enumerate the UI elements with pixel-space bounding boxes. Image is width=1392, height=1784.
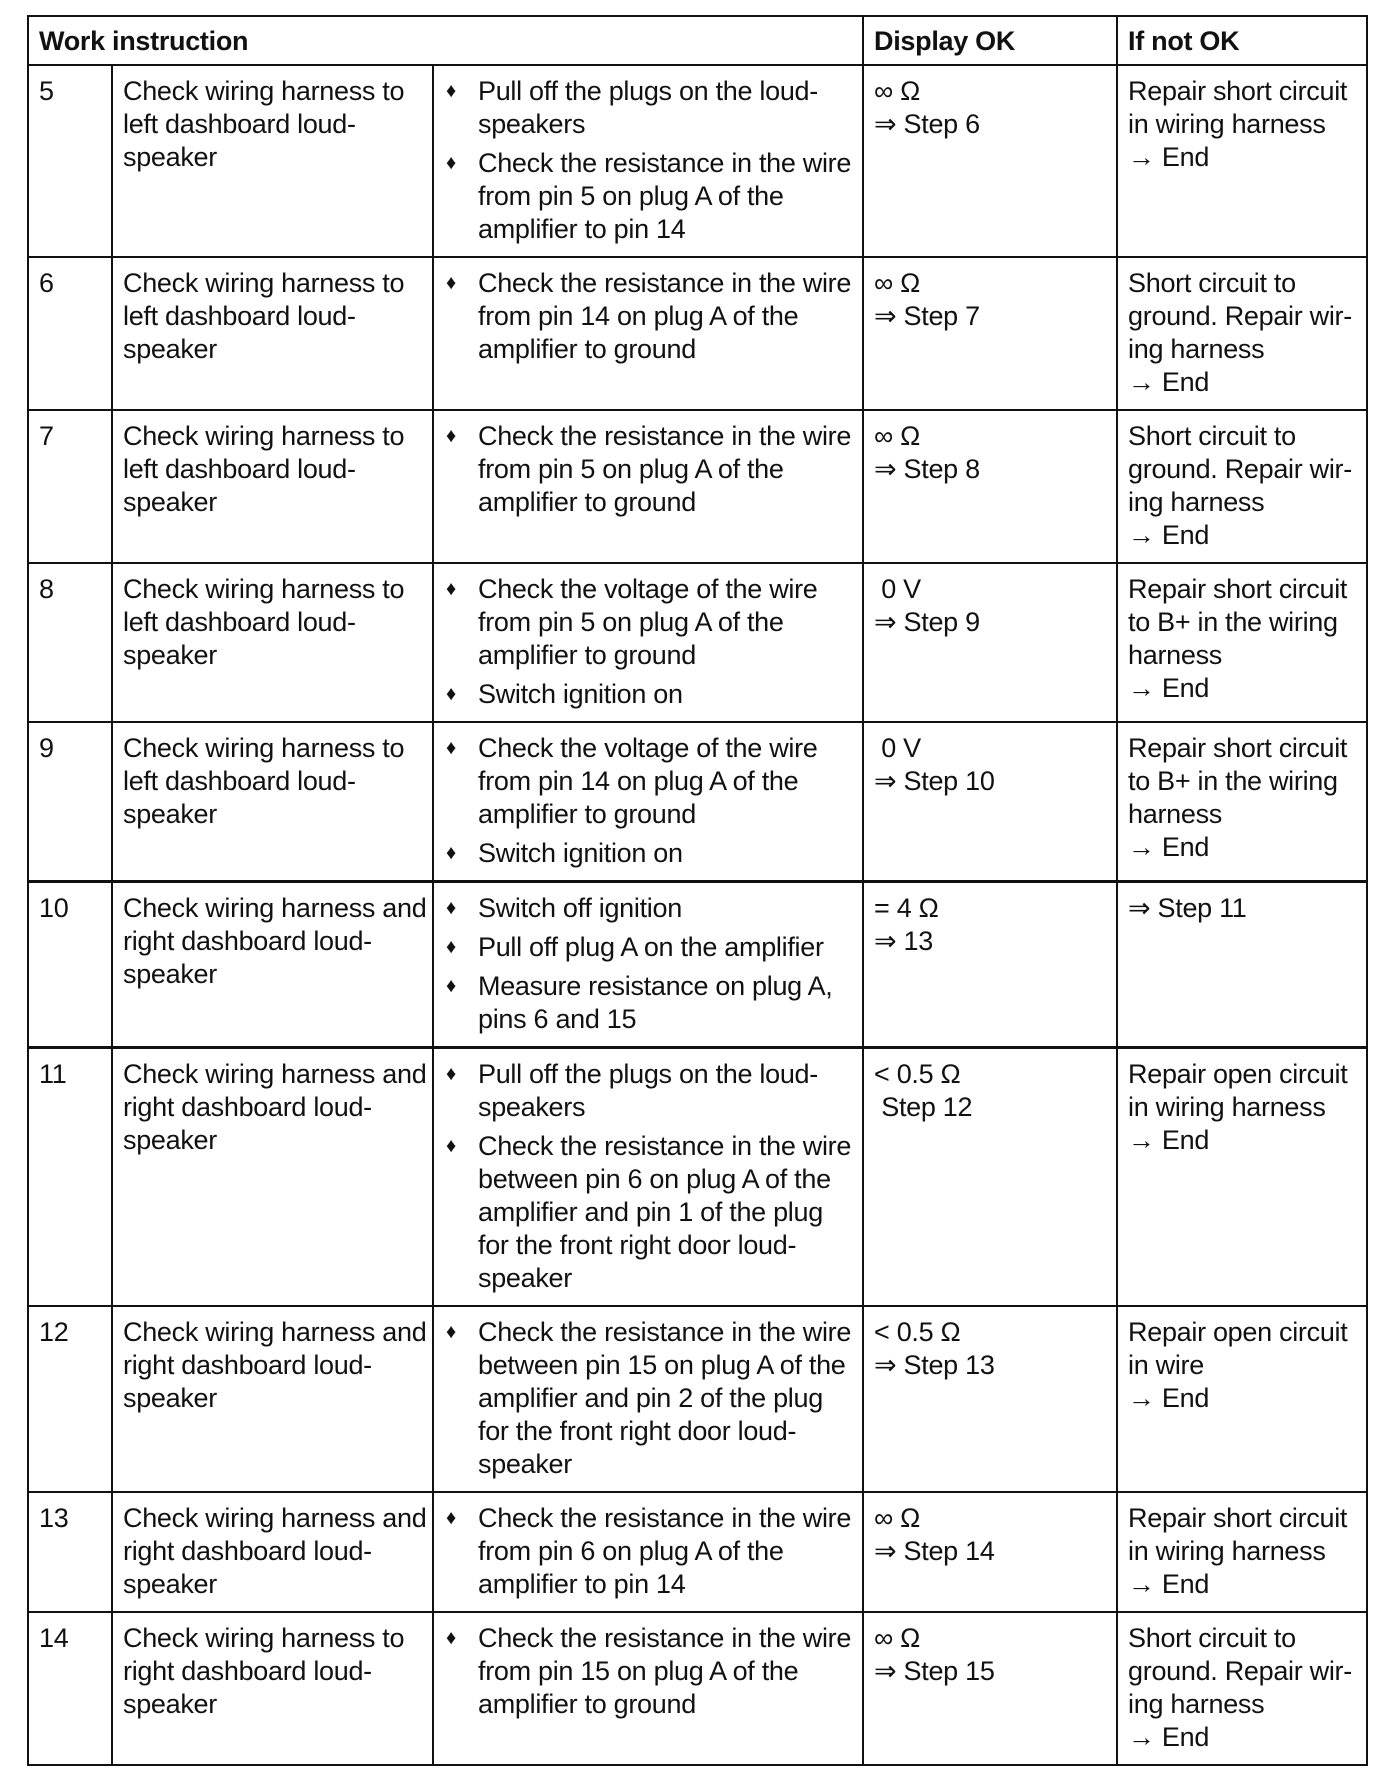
action-list bbox=[444, 1502, 852, 1601]
display-ok-cell bbox=[863, 563, 1117, 722]
action-list bbox=[444, 267, 852, 366]
step-title-line: left dashboard loud- bbox=[123, 109, 356, 139]
step-title-line: left dashboard loud- bbox=[123, 454, 356, 484]
step-actions bbox=[433, 257, 863, 410]
table-body bbox=[28, 65, 1367, 1765]
if-not-ok-line: Short circuit to bbox=[1128, 1623, 1296, 1653]
action-list bbox=[444, 732, 852, 870]
step-title-line: speaker bbox=[123, 640, 217, 670]
step-number: 14 bbox=[28, 1612, 112, 1765]
if-not-ok-line: → End bbox=[1128, 673, 1210, 703]
header-if-not-ok: If not OK bbox=[1117, 16, 1367, 65]
action-text-line: from pin 6 on plug A of the bbox=[478, 1536, 784, 1566]
if-not-ok-line: ⇒ Step 11 bbox=[1128, 893, 1247, 923]
step-title bbox=[112, 882, 433, 1048]
if-not-ok-line: Repair short circuit bbox=[1128, 76, 1348, 106]
step-title bbox=[112, 410, 433, 563]
action-text-line: Switch ignition on bbox=[478, 679, 683, 709]
action-text-line: for the front right door loud- bbox=[478, 1416, 797, 1446]
if-not-ok-line: ing harness bbox=[1128, 1689, 1265, 1719]
step-title bbox=[112, 1612, 433, 1765]
display-ok-cell bbox=[863, 257, 1117, 410]
step-actions bbox=[433, 722, 863, 882]
step-title-line: right dashboard loud- bbox=[123, 1350, 372, 1380]
step-actions bbox=[433, 1048, 863, 1307]
diamond-bullet-icon: ♦ bbox=[446, 1321, 456, 1343]
if-not-ok-line: → End bbox=[1128, 832, 1210, 862]
if-not-ok-line: → End bbox=[1128, 142, 1210, 172]
work-instruction-document bbox=[27, 15, 1366, 1766]
step-title-line: speaker bbox=[123, 1689, 217, 1719]
display-ok-cell bbox=[863, 1306, 1117, 1492]
diamond-bullet-icon: ♦ bbox=[446, 1507, 456, 1529]
if-not-ok-cell bbox=[1117, 882, 1367, 1048]
diamond-bullet-icon: ♦ bbox=[446, 975, 456, 997]
step-number: 13 bbox=[28, 1492, 112, 1612]
table-row bbox=[28, 1612, 1367, 1765]
action-text-line: between pin 6 on plug A of the bbox=[478, 1164, 831, 1194]
if-not-ok-line: ing harness bbox=[1128, 487, 1265, 517]
diamond-bullet-icon: ♦ bbox=[446, 272, 456, 294]
step-actions bbox=[433, 882, 863, 1048]
diamond-bullet-icon: ♦ bbox=[446, 425, 456, 447]
table-row bbox=[28, 257, 1367, 410]
if-not-ok-cell bbox=[1117, 722, 1367, 882]
if-not-ok-line: ground. Repair wir- bbox=[1128, 1656, 1352, 1686]
action-text-line: amplifier to pin 14 bbox=[478, 1569, 686, 1599]
action-text-line: amplifier to ground bbox=[478, 1689, 696, 1719]
step-number: 11 bbox=[28, 1048, 112, 1307]
table-row bbox=[28, 410, 1367, 563]
display-ok-line: ⇒ Step 10 bbox=[874, 766, 995, 796]
step-actions bbox=[433, 65, 863, 257]
step-number: 7 bbox=[28, 410, 112, 563]
action-item bbox=[444, 892, 852, 925]
action-text-line: pins 6 and 15 bbox=[478, 1004, 637, 1034]
step-title bbox=[112, 65, 433, 257]
display-ok-line: ⇒ 13 bbox=[874, 926, 933, 956]
action-text-line: from pin 14 on plug A of the bbox=[478, 766, 799, 796]
diamond-bullet-icon: ♦ bbox=[446, 683, 456, 705]
action-item bbox=[444, 267, 852, 366]
if-not-ok-line: Repair short circuit bbox=[1128, 574, 1348, 604]
diamond-bullet-icon: ♦ bbox=[446, 578, 456, 600]
if-not-ok-line: ground. Repair wir- bbox=[1128, 301, 1352, 331]
if-not-ok-cell bbox=[1117, 1306, 1367, 1492]
table-row bbox=[28, 1048, 1367, 1307]
step-title bbox=[112, 1492, 433, 1612]
action-item bbox=[444, 420, 852, 519]
diamond-bullet-icon: ♦ bbox=[446, 152, 456, 174]
diamond-bullet-icon: ♦ bbox=[446, 842, 456, 864]
action-text-line: Check the resistance in the wire bbox=[478, 268, 852, 298]
if-not-ok-cell bbox=[1117, 1492, 1367, 1612]
step-title-line: speaker bbox=[123, 1383, 217, 1413]
action-text-line: amplifier and pin 1 of the plug bbox=[478, 1197, 823, 1227]
action-item bbox=[444, 931, 852, 964]
action-text-line: speaker bbox=[478, 1263, 572, 1293]
step-title-line: speaker bbox=[123, 959, 217, 989]
if-not-ok-line: harness bbox=[1128, 640, 1222, 670]
step-number: 5 bbox=[28, 65, 112, 257]
header-work-instruction: Work instruction bbox=[28, 16, 863, 65]
step-title-line: Check wiring harness and bbox=[123, 1503, 427, 1533]
step-title bbox=[112, 1306, 433, 1492]
if-not-ok-line: → End bbox=[1128, 520, 1210, 550]
step-title-line: speaker bbox=[123, 1125, 217, 1155]
if-not-ok-line: harness bbox=[1128, 799, 1222, 829]
step-title-line: Check wiring harness and bbox=[123, 1059, 427, 1089]
if-not-ok-line: ground. Repair wir- bbox=[1128, 454, 1352, 484]
if-not-ok-line: → End bbox=[1128, 1125, 1210, 1155]
action-list bbox=[444, 420, 852, 519]
step-title-line: speaker bbox=[123, 1569, 217, 1599]
action-text-line: amplifier to pin 14 bbox=[478, 214, 686, 244]
if-not-ok-cell bbox=[1117, 1612, 1367, 1765]
if-not-ok-line: to B+ in the wiring bbox=[1128, 766, 1338, 796]
action-list bbox=[444, 1316, 852, 1481]
action-item bbox=[444, 147, 852, 246]
step-title-line: Check wiring harness and bbox=[123, 1317, 427, 1347]
action-text-line: Switch ignition on bbox=[478, 838, 683, 868]
action-list bbox=[444, 1622, 852, 1721]
display-ok-cell bbox=[863, 1612, 1117, 1765]
action-text-line: speaker bbox=[478, 1449, 572, 1479]
step-number: 6 bbox=[28, 257, 112, 410]
action-item bbox=[444, 732, 852, 831]
if-not-ok-line: in wire bbox=[1128, 1350, 1204, 1380]
step-number: 9 bbox=[28, 722, 112, 882]
display-ok-line: ∞ Ω bbox=[874, 1503, 921, 1533]
action-text-line: Pull off the plugs on the loud- bbox=[478, 1059, 818, 1089]
step-actions bbox=[433, 563, 863, 722]
if-not-ok-line: Short circuit to bbox=[1128, 421, 1296, 451]
display-ok-line: = 4 Ω bbox=[874, 893, 939, 923]
action-text-line: for the front right door loud- bbox=[478, 1230, 797, 1260]
if-not-ok-cell bbox=[1117, 65, 1367, 257]
if-not-ok-line: Repair short circuit bbox=[1128, 1503, 1348, 1533]
diamond-bullet-icon: ♦ bbox=[446, 897, 456, 919]
action-text-line: from pin 5 on plug A of the bbox=[478, 181, 784, 211]
diamond-bullet-icon: ♦ bbox=[446, 1627, 456, 1649]
if-not-ok-line: in wiring harness bbox=[1128, 1092, 1326, 1122]
work-instruction-table bbox=[27, 15, 1368, 1766]
display-ok-cell bbox=[863, 65, 1117, 257]
step-number: 10 bbox=[28, 882, 112, 1048]
step-number: 8 bbox=[28, 563, 112, 722]
action-list bbox=[444, 75, 852, 246]
action-item bbox=[444, 1316, 852, 1481]
action-text-line: from pin 14 on plug A of the bbox=[478, 301, 799, 331]
action-list bbox=[444, 892, 852, 1036]
step-title-line: Check wiring harness to bbox=[123, 268, 405, 298]
action-text-line: between pin 15 on plug A of the bbox=[478, 1350, 846, 1380]
action-item bbox=[444, 970, 852, 1036]
step-title-line: Check wiring harness and bbox=[123, 893, 427, 923]
action-item bbox=[444, 573, 852, 672]
step-title-line: right dashboard loud- bbox=[123, 1656, 372, 1686]
action-text-line: Measure resistance on plug A, bbox=[478, 971, 833, 1001]
step-title-line: Check wiring harness to bbox=[123, 574, 405, 604]
action-text-line: Check the voltage of the wire bbox=[478, 574, 818, 604]
action-text-line: from pin 5 on plug A of the bbox=[478, 607, 784, 637]
if-not-ok-line: Repair short circuit bbox=[1128, 733, 1348, 763]
step-title-line: speaker bbox=[123, 334, 217, 364]
action-item bbox=[444, 1058, 852, 1124]
display-ok-line: ∞ Ω bbox=[874, 421, 921, 451]
display-ok-line: < 0.5 Ω bbox=[874, 1059, 961, 1089]
display-ok-line: Step 12 bbox=[874, 1092, 973, 1122]
step-title-line: Check wiring harness to bbox=[123, 1623, 405, 1653]
action-list bbox=[444, 1058, 852, 1295]
display-ok-line: ⇒ Step 14 bbox=[874, 1536, 995, 1566]
step-title bbox=[112, 257, 433, 410]
if-not-ok-line: → End bbox=[1128, 1569, 1210, 1599]
step-title bbox=[112, 1048, 433, 1307]
action-text-line: amplifier to ground bbox=[478, 334, 696, 364]
diamond-bullet-icon: ♦ bbox=[446, 80, 456, 102]
if-not-ok-cell bbox=[1117, 1048, 1367, 1307]
action-text-line: Check the voltage of the wire bbox=[478, 733, 818, 763]
step-actions bbox=[433, 1612, 863, 1765]
step-title bbox=[112, 722, 433, 882]
action-text-line: amplifier to ground bbox=[478, 640, 696, 670]
display-ok-cell bbox=[863, 882, 1117, 1048]
action-text-line: Check the resistance in the wire bbox=[478, 1317, 852, 1347]
display-ok-cell bbox=[863, 1492, 1117, 1612]
step-title-line: speaker bbox=[123, 799, 217, 829]
step-title-line: speaker bbox=[123, 487, 217, 517]
action-text-line: Check the resistance in the wire bbox=[478, 1623, 852, 1653]
step-number: 12 bbox=[28, 1306, 112, 1492]
action-text-line: Check the resistance in the wire bbox=[478, 1503, 852, 1533]
action-text-line: Check the resistance in the wire bbox=[478, 1131, 852, 1161]
action-text-line: speakers bbox=[478, 1092, 586, 1122]
display-ok-line: ∞ Ω bbox=[874, 1623, 921, 1653]
if-not-ok-line: in wiring harness bbox=[1128, 1536, 1326, 1566]
display-ok-line: ∞ Ω bbox=[874, 76, 921, 106]
diamond-bullet-icon: ♦ bbox=[446, 1063, 456, 1085]
step-title-line: right dashboard loud- bbox=[123, 1536, 372, 1566]
step-title-line: speaker bbox=[123, 142, 217, 172]
if-not-ok-line: in wiring harness bbox=[1128, 109, 1326, 139]
action-item bbox=[444, 678, 852, 711]
step-title-line: Check wiring harness to bbox=[123, 421, 405, 451]
step-title-line: right dashboard loud- bbox=[123, 926, 372, 956]
if-not-ok-cell bbox=[1117, 257, 1367, 410]
action-text-line: Check the resistance in the wire bbox=[478, 148, 852, 178]
action-text-line: from pin 15 on plug A of the bbox=[478, 1656, 799, 1686]
display-ok-cell bbox=[863, 722, 1117, 882]
display-ok-line: 0 V bbox=[874, 574, 921, 604]
if-not-ok-cell bbox=[1117, 410, 1367, 563]
table-row bbox=[28, 563, 1367, 722]
display-ok-line: 0 V bbox=[874, 733, 921, 763]
if-not-ok-line: → End bbox=[1128, 1722, 1210, 1752]
action-text-line: from pin 5 on plug A of the bbox=[478, 454, 784, 484]
if-not-ok-line: → End bbox=[1128, 367, 1210, 397]
if-not-ok-line: ing harness bbox=[1128, 334, 1265, 364]
table-row bbox=[28, 722, 1367, 882]
table-header-row bbox=[28, 16, 1367, 65]
step-title-line: left dashboard loud- bbox=[123, 766, 356, 796]
step-title-line: left dashboard loud- bbox=[123, 607, 356, 637]
table-row bbox=[28, 1492, 1367, 1612]
if-not-ok-line: Short circuit to bbox=[1128, 268, 1296, 298]
step-title-line: right dashboard loud- bbox=[123, 1092, 372, 1122]
display-ok-line: ⇒ Step 15 bbox=[874, 1656, 995, 1686]
display-ok-cell bbox=[863, 410, 1117, 563]
display-ok-cell bbox=[863, 1048, 1117, 1307]
table-row bbox=[28, 65, 1367, 257]
display-ok-line: ⇒ Step 8 bbox=[874, 454, 980, 484]
if-not-ok-cell bbox=[1117, 563, 1367, 722]
step-actions bbox=[433, 1492, 863, 1612]
if-not-ok-line: to B+ in the wiring bbox=[1128, 607, 1338, 637]
diamond-bullet-icon: ♦ bbox=[446, 936, 456, 958]
step-title bbox=[112, 563, 433, 722]
step-actions bbox=[433, 410, 863, 563]
action-item bbox=[444, 1502, 852, 1601]
action-text-line: Check the resistance in the wire bbox=[478, 421, 852, 451]
display-ok-line: ⇒ Step 9 bbox=[874, 607, 980, 637]
action-text-line: amplifier to ground bbox=[478, 487, 696, 517]
step-title-line: Check wiring harness to bbox=[123, 76, 405, 106]
display-ok-line: ⇒ Step 7 bbox=[874, 301, 980, 331]
header-display-ok: Display OK bbox=[863, 16, 1117, 65]
step-title-line: Check wiring harness to bbox=[123, 733, 405, 763]
step-actions bbox=[433, 1306, 863, 1492]
action-text-line: amplifier and pin 2 of the plug bbox=[478, 1383, 823, 1413]
action-list bbox=[444, 573, 852, 711]
display-ok-line: ⇒ Step 6 bbox=[874, 109, 980, 139]
action-item bbox=[444, 1622, 852, 1721]
display-ok-line: ⇒ Step 13 bbox=[874, 1350, 995, 1380]
table-row bbox=[28, 1306, 1367, 1492]
action-text-line: Pull off the plugs on the loud- bbox=[478, 76, 818, 106]
diamond-bullet-icon: ♦ bbox=[446, 737, 456, 759]
action-text-line: Switch off ignition bbox=[478, 893, 682, 923]
display-ok-line: ∞ Ω bbox=[874, 268, 921, 298]
action-item bbox=[444, 75, 852, 141]
diamond-bullet-icon: ♦ bbox=[446, 1135, 456, 1157]
action-text-line: amplifier to ground bbox=[478, 799, 696, 829]
table-row bbox=[28, 882, 1367, 1048]
action-text-line: Pull off plug A on the amplifier bbox=[478, 932, 824, 962]
display-ok-line: < 0.5 Ω bbox=[874, 1317, 961, 1347]
step-title-line: left dashboard loud- bbox=[123, 301, 356, 331]
if-not-ok-line: → End bbox=[1128, 1383, 1210, 1413]
if-not-ok-line: Repair open circuit bbox=[1128, 1059, 1348, 1089]
if-not-ok-line: Repair open circuit bbox=[1128, 1317, 1348, 1347]
action-item bbox=[444, 837, 852, 870]
action-text-line: speakers bbox=[478, 109, 586, 139]
action-item bbox=[444, 1130, 852, 1295]
